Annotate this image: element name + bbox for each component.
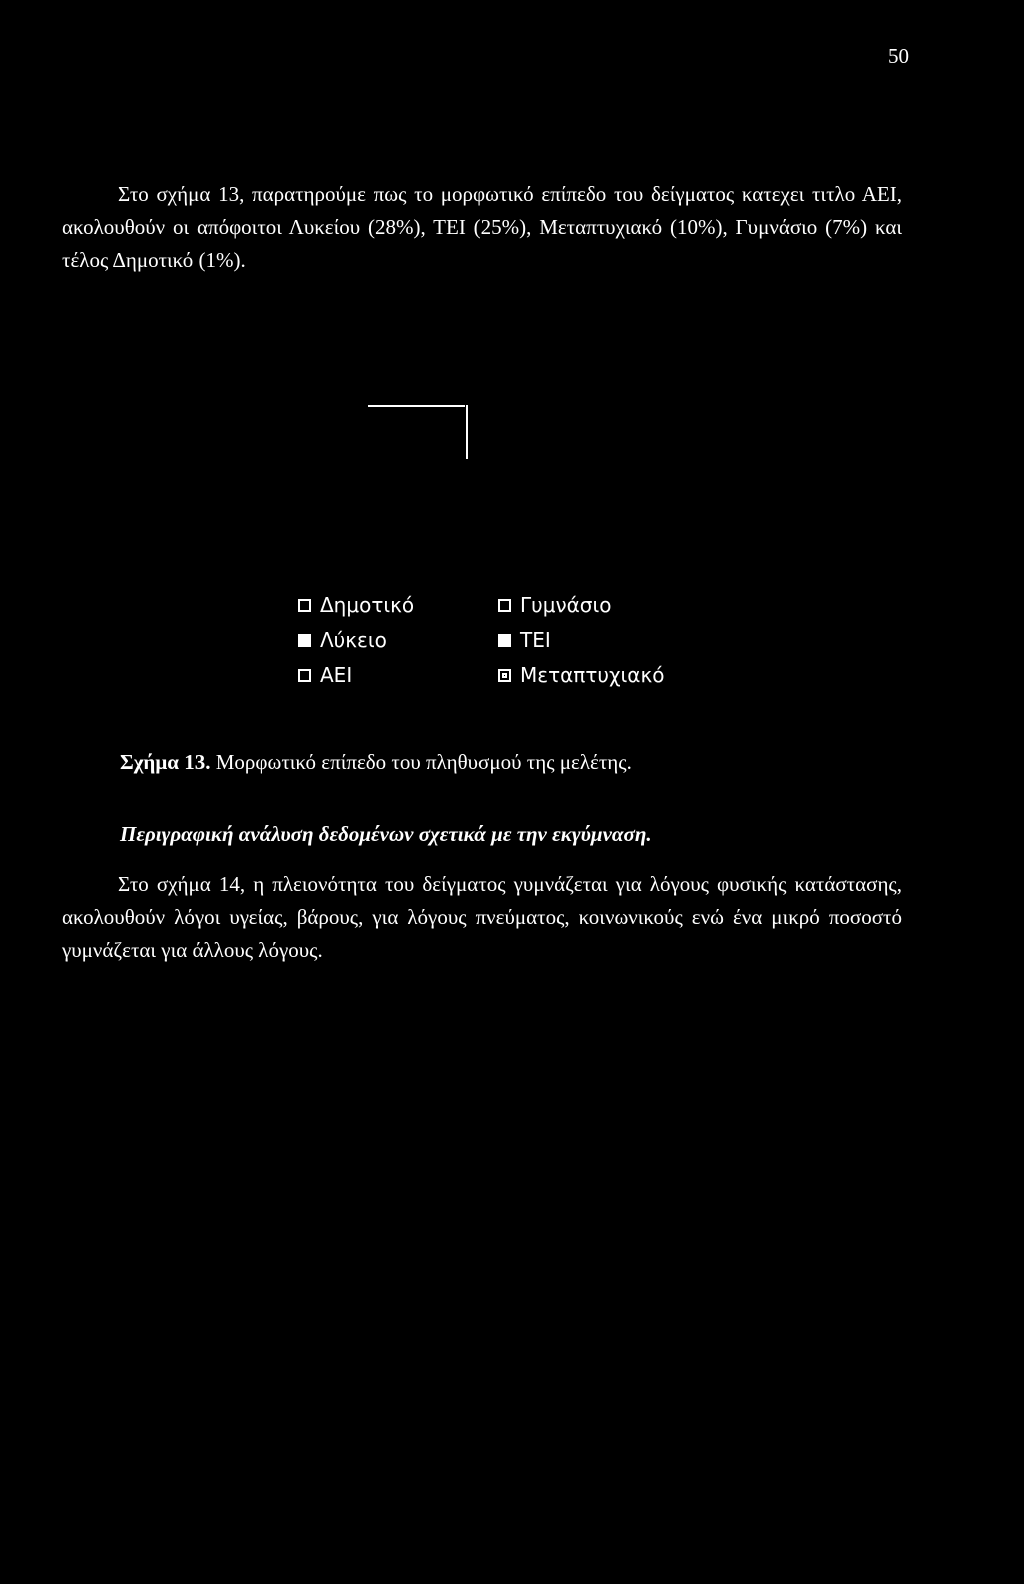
legend-label: Λύκειο [320, 628, 387, 652]
figure-caption [120, 750, 632, 775]
pie-chart-remnant [360, 395, 490, 465]
figure-caption-label: Σχήμα 13. [120, 750, 211, 774]
section-heading: Περιγραφική ανάλυση δεδομένων σχετικά με την εκγύμναση. [120, 822, 652, 846]
legend-label: Μεταπτυχιακό [520, 663, 665, 687]
legend-label: ΤΕΙ [520, 628, 551, 652]
legend-item [498, 592, 718, 618]
legend-swatch [298, 634, 311, 647]
legend-label: ΑΕΙ [320, 663, 353, 687]
legend-swatch [498, 634, 511, 647]
legend-item [298, 662, 498, 688]
figure-caption-text: Μορφωτικό επίπεδο του πληθυσμού της μελέτης. [215, 750, 632, 774]
legend-swatch [498, 599, 511, 612]
intro-paragraph-text: Στο σχήμα 13, παρατηρούμε πως το μορφωτικό επίπεδο του δείγματος κατεχει τιτλο ΑΕΙ, ακολουθούν οι απόφοιτοι Λυκείου (28%), ΤΕΙ (25%), Μεταπτυχιακό (10%), Γυμνάσιο (7%) και τέλος Δημοτικό (1%). [62, 182, 902, 272]
legend-swatch [298, 599, 311, 612]
legend-item [298, 627, 498, 653]
legend-label: Δημοτικό [320, 593, 415, 617]
section-paragraph [62, 868, 902, 967]
legend-item [498, 627, 718, 653]
chart-svg [360, 395, 490, 465]
legend-item [498, 662, 718, 688]
chart-legend [298, 592, 718, 688]
legend-swatch [498, 669, 511, 682]
section-paragraph-text: Στο σχήμα 14, η πλειονότητα του δείγματος γυμνάζεται για λόγους φυσικής κατάστασης, ακολουθούν λόγοι υγείας, βάρους, για λόγους πνεύματος, κοινωνικούς ενώ ένα μικρό ποσοστό γυμνάζεται για άλλους λόγους. [62, 872, 902, 962]
page-number: 50 [888, 44, 909, 68]
legend-label: Γυμνάσιο [520, 593, 612, 617]
legend-item [298, 592, 498, 618]
intro-paragraph [62, 178, 902, 277]
legend-swatch [298, 669, 311, 682]
